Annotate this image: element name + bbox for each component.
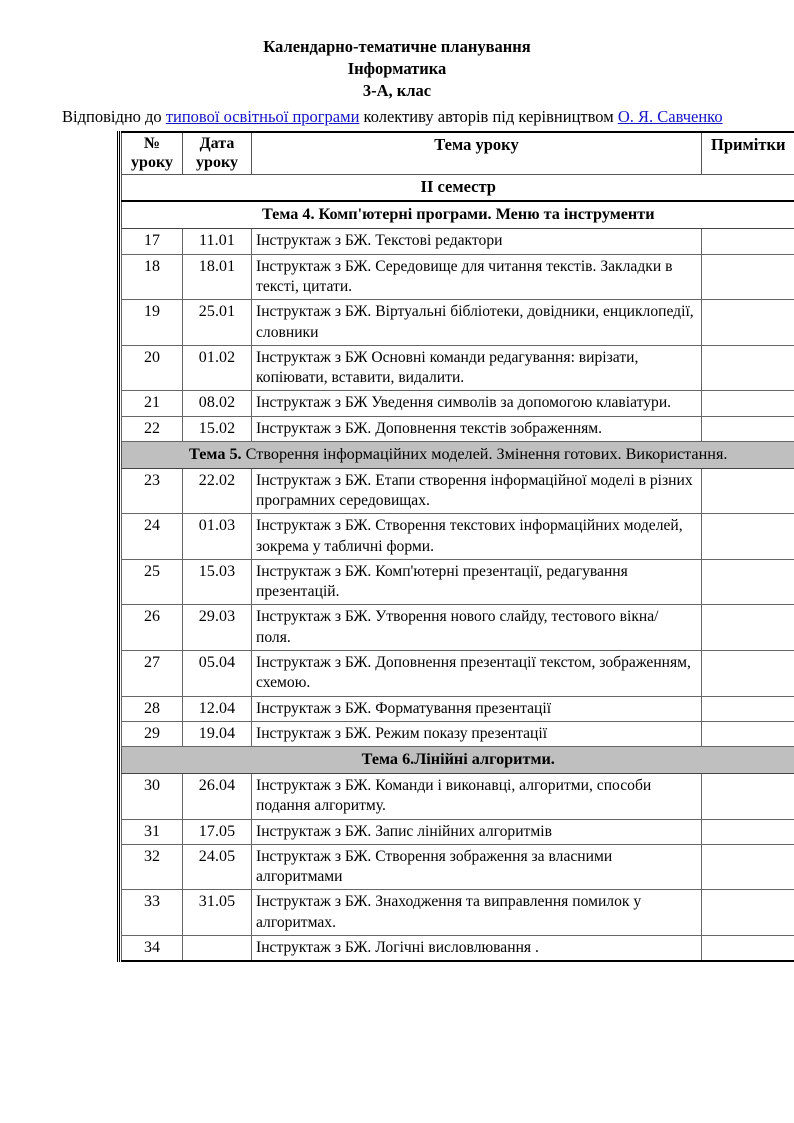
cell-lesson-date: 26.04: [183, 774, 252, 820]
cell-notes[interactable]: [702, 774, 794, 820]
table-row: [122, 468, 794, 514]
cell-lesson-theme: Інструктаж з БЖ. Доповнення текстів зображенням.: [252, 416, 702, 441]
header-lesson-date-line1: Дата: [199, 134, 235, 152]
cell-lesson-date: [183, 935, 252, 961]
cell-lesson-theme: Інструктаж з БЖ. Текстові редактори: [252, 229, 702, 254]
cell-notes[interactable]: [702, 935, 794, 961]
document-heading: [96, 36, 698, 101]
semester-label: II семестр: [122, 175, 794, 202]
table-body: [122, 175, 794, 202]
cell-lesson-number: 34: [122, 935, 183, 961]
header-row: [122, 132, 794, 175]
table-row: [122, 300, 794, 346]
cell-lesson-number: 26: [122, 605, 183, 651]
cell-notes[interactable]: [702, 254, 794, 300]
cell-lesson-number: 29: [122, 721, 183, 746]
section-banner-label: [122, 747, 794, 774]
cell-lesson-number: 25: [122, 559, 183, 605]
cell-lesson-theme: Інструктаж з БЖ. Середовище для читання текстів. Закладки в тексті, цитати.: [252, 254, 702, 300]
cell-lesson-number: 20: [122, 345, 183, 391]
section-banner-strong: Тема 5.: [189, 444, 242, 463]
cell-notes[interactable]: [702, 844, 794, 890]
cell-lesson-number: 28: [122, 696, 183, 721]
intro-text-middle: колективу авторів під керівництвом: [359, 107, 618, 127]
table-row: [122, 819, 794, 844]
plan-table-wrapper: [117, 131, 794, 962]
cell-lesson-date: 15.03: [183, 559, 252, 605]
table-header: [122, 132, 794, 175]
cell-lesson-number: 24: [122, 514, 183, 560]
cell-lesson-date: 19.04: [183, 721, 252, 746]
cell-lesson-theme: Інструктаж з БЖ. Віртуальні бібліотеки, довідники, енциклопедії, словники: [252, 300, 702, 346]
cell-lesson-number: 30: [122, 774, 183, 820]
table-row: [122, 844, 794, 890]
section-banner-label: [122, 201, 794, 229]
header-lesson-number: [122, 132, 183, 175]
cell-lesson-date: 08.02: [183, 391, 252, 416]
cell-lesson-date: 17.05: [183, 819, 252, 844]
table-row: [122, 605, 794, 651]
section-banner-label: [122, 441, 794, 468]
section-banner-row: [122, 441, 794, 468]
section-banner-row: [122, 747, 794, 774]
header-lesson-number-line2: уроку: [131, 153, 173, 171]
cell-notes[interactable]: [702, 721, 794, 746]
cell-lesson-number: 21: [122, 391, 183, 416]
cell-lesson-number: 19: [122, 300, 183, 346]
cell-notes[interactable]: [702, 345, 794, 391]
header-lesson-date: [183, 132, 252, 175]
table-row: [122, 651, 794, 697]
cell-lesson-date: 01.03: [183, 514, 252, 560]
cell-lesson-theme: Інструктаж з БЖ. Форматування презентації: [252, 696, 702, 721]
section-banner-row: [122, 201, 794, 229]
section-banner-strong: Тема 6.Лінійні алгоритми.: [361, 750, 555, 769]
cell-notes[interactable]: [702, 819, 794, 844]
cell-lesson-number: 31: [122, 819, 183, 844]
cell-lesson-number: 17: [122, 229, 183, 254]
cell-lesson-date: 05.04: [183, 651, 252, 697]
heading-line-2: Інформатика: [347, 58, 447, 78]
cell-lesson-theme: Інструктаж з БЖ. Команди і виконавці, алгоритми, способи подання алгоритму.: [252, 774, 702, 820]
link-typical-program[interactable]: типової освітньої програми: [165, 107, 360, 127]
cell-lesson-date: 11.01: [183, 229, 252, 254]
cell-lesson-number: 22: [122, 416, 183, 441]
cell-lesson-date: 01.02: [183, 345, 252, 391]
link-savchenko[interactable]: О. Я. Савченко: [617, 107, 723, 127]
cell-lesson-date: 15.02: [183, 416, 252, 441]
cell-lesson-theme: Інструктаж з БЖ. Утворення нового слайду, тестового вікна/ поля.: [252, 605, 702, 651]
table-row: [122, 559, 794, 605]
cell-lesson-number: 32: [122, 844, 183, 890]
intro-paragraph: [14, 106, 784, 127]
sections-body: [122, 201, 794, 961]
cell-notes[interactable]: [702, 514, 794, 560]
table-row: [122, 935, 794, 961]
cell-lesson-date: 18.01: [183, 254, 252, 300]
cell-notes[interactable]: [702, 651, 794, 697]
table-row: [122, 696, 794, 721]
cell-lesson-theme: Інструктаж з БЖ. Створення зображення за власними алгоритмами: [252, 844, 702, 890]
cell-lesson-theme: Інструктаж з БЖ Уведення символів за допомогою клавіатури.: [252, 391, 702, 416]
cell-lesson-date: 12.04: [183, 696, 252, 721]
cell-lesson-date: 31.05: [183, 890, 252, 936]
cell-notes[interactable]: [702, 605, 794, 651]
cell-lesson-number: 33: [122, 890, 183, 936]
cell-lesson-theme: Інструктаж з БЖ. Логічні висловлювання .: [252, 935, 702, 961]
cell-lesson-number: 18: [122, 254, 183, 300]
calendar-plan-table: [121, 131, 794, 962]
table-row: [122, 416, 794, 441]
cell-lesson-date: 29.03: [183, 605, 252, 651]
cell-lesson-theme: Інструктаж з БЖ. Створення текстових інформаційних моделей, зокрема у табличні форми.: [252, 514, 702, 560]
cell-notes[interactable]: [702, 416, 794, 441]
header-lesson-number-line1: №: [143, 134, 161, 152]
intro-text-before: Відповідно до: [62, 107, 166, 127]
table-row: [122, 721, 794, 746]
cell-lesson-theme: Інструктаж з БЖ. Етапи створення інформаційної моделі в різних програмних середовищах.: [252, 468, 702, 514]
cell-lesson-theme: Інструктаж з БЖ Основні команди редагування: вирізати, копіювати, вставити, видалити.: [252, 345, 702, 391]
cell-notes[interactable]: [702, 468, 794, 514]
heading-line-1: Календарно-тематичне планування: [263, 37, 531, 56]
cell-notes[interactable]: [702, 559, 794, 605]
table-row: [122, 345, 794, 391]
cell-lesson-theme: Інструктаж з БЖ. Доповнення презентації текстом, зображенням, схемою.: [252, 651, 702, 697]
table-row: [122, 774, 794, 820]
cell-lesson-date: 24.05: [183, 844, 252, 890]
section-banner-rest: Створення інформаційних моделей. Змінення готових. Використання.: [241, 444, 728, 463]
heading-line-3: 3-А, клас: [362, 80, 432, 100]
cell-lesson-theme: Інструктаж з БЖ. Запис лінійних алгоритмів: [252, 819, 702, 844]
section-banner-strong: Тема 4. Комп'ютерні програми. Меню та інструменти: [261, 205, 655, 224]
header-lesson-date-line2: уроку: [196, 153, 238, 171]
header-lesson-theme: Тема уроку: [252, 132, 702, 175]
cell-notes[interactable]: [702, 890, 794, 936]
cell-lesson-number: 23: [122, 468, 183, 514]
cell-lesson-date: 25.01: [183, 300, 252, 346]
semester-row: [122, 175, 794, 202]
cell-notes[interactable]: [702, 229, 794, 254]
cell-notes[interactable]: [702, 300, 794, 346]
table-row: [122, 229, 794, 254]
cell-lesson-theme: Інструктаж з БЖ. Знаходження та виправлення помилок у алгоритмах.: [252, 890, 702, 936]
table-row: [122, 391, 794, 416]
table-row: [122, 890, 794, 936]
table-row: [122, 254, 794, 300]
cell-lesson-theme: Інструктаж з БЖ. Комп'ютерні презентації, редагування презентацій.: [252, 559, 702, 605]
cell-lesson-number: 27: [122, 651, 183, 697]
table-row: [122, 514, 794, 560]
header-notes: Примітки: [702, 132, 794, 175]
cell-notes[interactable]: [702, 391, 794, 416]
cell-lesson-theme: Інструктаж з БЖ. Режим показу презентації: [252, 721, 702, 746]
cell-lesson-date: 22.02: [183, 468, 252, 514]
cell-notes[interactable]: [702, 696, 794, 721]
